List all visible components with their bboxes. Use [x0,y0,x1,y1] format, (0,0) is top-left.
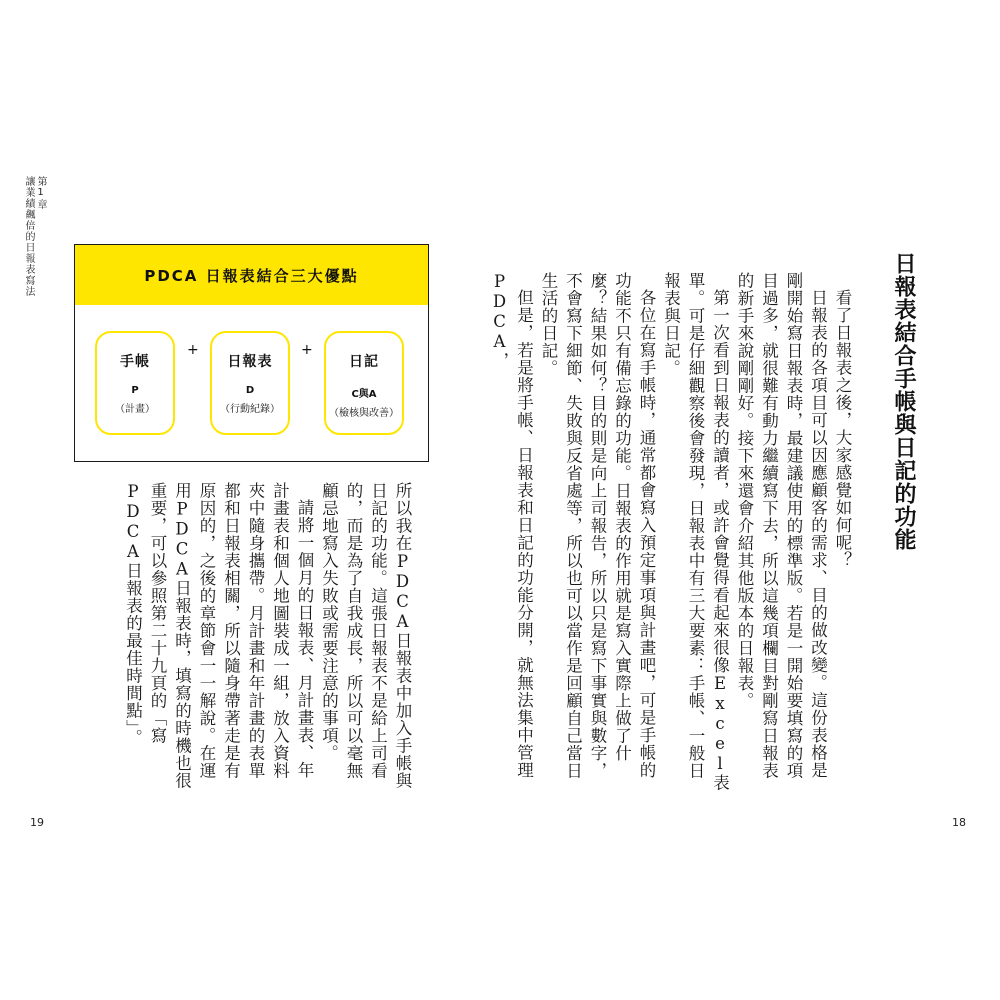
section-heading: 日報表結合手帳與日記的功能 [891,252,916,551]
box-desc: （計畫） [115,404,155,415]
page-number-left: 19 [30,816,44,829]
diary-box [324,331,404,435]
box-desc: （行動紀錄） [220,404,280,415]
paragraph: 第一次看到日報表的讀者，或許會覺得看起來很像Excel表單。可是仔細觀察後會發現，日報表中有三大要素：手帳、一般日報表與日記。 [661,272,730,791]
box-name: 手帳 [120,354,150,370]
daily-report-box [210,331,290,435]
diagram-title: PDCA 日報表結合三大優點 [75,245,428,305]
box-code: D [245,385,255,396]
box-desc: （檢核與改善） [329,408,399,419]
plus-sign: + [301,342,313,358]
box-name: 日記 [349,354,379,370]
pdca-diagram [74,244,429,462]
chapter-label: 第1章 [35,176,46,210]
page-number-right: 18 [952,816,966,829]
box-code: P [131,385,139,396]
book-title: 讓業績飆倍的日報表寫法 [23,176,34,297]
paragraph: 所以我在PDCA日報表中加入手帳與日記的功能。這張日報表不是給上司看的，而是為了自我成長，所以可以毫無顧忌地寫入失敗或需要注意的事項。 [319,482,412,790]
box-code: C與A [351,389,377,400]
right-page-body [487,272,855,792]
paragraph: 日報表的各項目可以因應顧客的需求、目的做改變。這份表格是剛開始寫日報表時，最建議使用的標準版。若是一開始要填寫的項目過多，就很難有動力繼續寫下去，所以這幾項欄目對剛寫日報表的新手來說剛剛好。接下來還會介紹其他版本的日報表。 [735,272,828,780]
notebook-box [95,331,175,435]
paragraph: 但是，若是將手帳、日報表和日記的功能分開，就無法集中管理PDCA， [490,272,534,779]
paragraph: 請將一個月的日報表、月計畫表、年計畫表和個人地圖裝成一組，放入資料夾中隨身攜帶。月計畫和年計畫的表單都和日報表相關，所以隨身帶著走是有原因的，之後的章節會一一解說。在運用PDCA日報表時，填寫的時機也很重要，可以參照第二十九頁的「寫PDCA日報表的最佳時間點」。 [123,482,314,790]
paragraph: 各位在寫手帳時，通常都會寫入預定事項與計畫吧，可是手帳的功能不只有備忘錄的功能。日報表的作用就是寫入實際上做了什麼？結果如何？目的則是向上司報告，所以只是寫下事實與數字，不會寫下細節、失敗與反省處等，所以也可以當作是回顧自己當日生活的日記。 [539,272,656,780]
plus-sign: + [187,342,199,358]
running-head [22,176,46,297]
paragraph: 看了日報表之後，大家感覺如何呢？ [833,288,852,569]
box-name: 日報表 [227,354,273,370]
left-page-body [120,482,414,794]
